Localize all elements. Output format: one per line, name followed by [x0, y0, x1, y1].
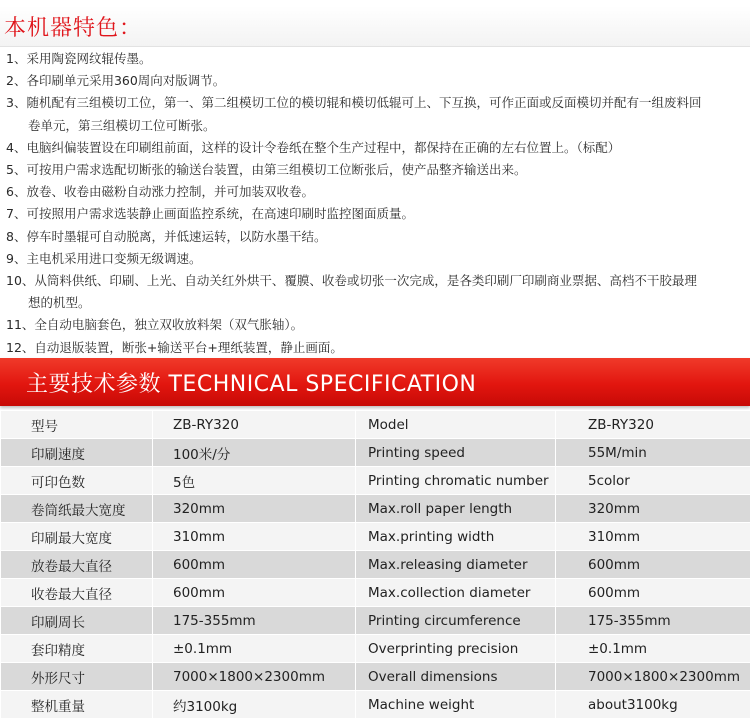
spec-table: [0, 410, 750, 719]
spec-en-label: Printing circumference: [356, 607, 556, 635]
spec-cn-value: 600mm: [153, 579, 356, 607]
spec-row: [1, 411, 750, 439]
spec-en-label: Max.collection diameter: [356, 579, 556, 607]
spec-en-value: 7000×1800×2300mm: [556, 663, 750, 691]
feature-text: 6、放卷、收卷由磁粉自动涨力控制，并可加装双收卷。: [6, 184, 314, 200]
spec-cn-label: 套印精度: [1, 635, 153, 663]
feature-item: [6, 337, 746, 359]
feature-text: 4、电脑纠偏装置设在印刷组前面，这样的设计令卷纸在整个生产过程中，都保持在正确的左右位置上。（标配）: [6, 139, 621, 155]
spec-en-label: Printing chromatic number: [356, 467, 556, 495]
spec-cn-value: 600mm: [153, 551, 356, 579]
spec-row: [1, 663, 750, 691]
spec-cn-label: 收卷最大直径: [1, 579, 153, 607]
spec-en-label: Overprinting precision: [356, 635, 556, 663]
spec-en-value: 320mm: [556, 495, 750, 523]
spec-en-value: 175-355mm: [556, 607, 750, 635]
spec-cn-value: ±0.1mm: [153, 635, 356, 663]
spec-row: [1, 551, 750, 579]
spec-title: 主要技术参数 TECHNICAL SPECIFICATION: [26, 372, 477, 397]
spec-cn-value: 175-355mm: [153, 607, 356, 635]
feature-text: 5、可按用户需求选配切断张的输送台装置，由第三组模切工位断张后，使产品整齐输送出来。: [6, 162, 527, 178]
spec-row: [1, 635, 750, 663]
spec-row: [1, 579, 750, 607]
spec-en-label: Printing speed: [356, 439, 556, 467]
feature-text: 9、主电机采用进口变频无级调速。: [6, 250, 202, 266]
feature-item: [6, 226, 746, 248]
feature-item: [6, 92, 746, 136]
features-title: 本机器特色：: [4, 16, 143, 41]
spec-en-label: Machine weight: [356, 691, 556, 719]
spec-en-label: Max.printing width: [356, 523, 556, 551]
spec-en-value: 55M/min: [556, 439, 750, 467]
spec-cn-label: 型号: [1, 411, 153, 439]
spec-en-label: Max.releasing diameter: [356, 551, 556, 579]
spec-en-value: 5color: [556, 467, 750, 495]
spec-en-value: ZB-RY320: [556, 411, 750, 439]
spec-cn-value: 100米/分: [153, 439, 356, 467]
feature-text: 1、采用陶瓷网纹辊传墨。: [6, 51, 152, 66]
feature-text: 10、从筒料供纸、印刷、上光、自动关红外烘干、覆膜、收卷或切张一次完成，是各类印刷厂印刷商业票据、高档不干胶最理: [6, 273, 697, 289]
spec-en-value: ±0.1mm: [556, 635, 750, 663]
spec-en-label: Max.roll paper length: [356, 495, 556, 523]
spec-row: [1, 439, 750, 467]
spec-cn-label: 卷筒纸最大宽度: [1, 495, 153, 523]
feature-text: 2、各印刷单元采用360周向对版调节。: [6, 73, 226, 89]
spec-banner: [0, 358, 750, 406]
features-header: [0, 6, 750, 47]
spec-en-value: about3100kg: [556, 691, 750, 719]
spec-row: [1, 607, 750, 635]
feature-text-continued: 卷单元，第三组模切工位可断张。: [28, 117, 216, 133]
feature-item: [6, 137, 746, 159]
spec-cn-value: 约3100kg: [153, 691, 356, 719]
spec-cn-value: 5色: [153, 467, 356, 495]
spec-cn-label: 外形尺寸: [1, 663, 153, 691]
feature-text: 8、停车时墨辊可自动脱离，并低速运转，以防水墨干结。: [6, 228, 327, 244]
feature-text: 12、自动退版装置，断张+输送平台+理纸装置，静止画面。: [6, 339, 343, 355]
feature-item: [6, 203, 746, 225]
spec-row: [1, 523, 750, 551]
spec-cn-label: 印刷速度: [1, 439, 153, 467]
feature-item: [6, 48, 746, 70]
feature-item: [6, 248, 746, 270]
spec-cn-label: 印刷周长: [1, 607, 153, 635]
feature-text-continued: 想的机型。: [28, 295, 91, 311]
feature-text: 7、可按照用户需求选装静止画面监控系统，在高速印刷时监控图面质量。: [6, 206, 414, 222]
feature-item: [6, 70, 746, 92]
spec-cn-value: 310mm: [153, 523, 356, 551]
feature-item: [6, 159, 746, 181]
spec-row: [1, 691, 750, 719]
feature-text: 3、随机配有三组模切工位，第一、第二组模切工位的模切辊和模切低辊可上、下互换，可作正面或反面模切并配有一组废料回: [6, 95, 702, 111]
spec-en-label: Overall dimensions: [356, 663, 556, 691]
spec-en-value: 310mm: [556, 523, 750, 551]
spec-cn-label: 放卷最大直径: [1, 551, 153, 579]
feature-item: [6, 181, 746, 203]
feature-item: [6, 270, 746, 314]
spec-row: [1, 495, 750, 523]
spec-cn-label: 印刷最大宽度: [1, 523, 153, 551]
spec-cn-label: 可印色数: [1, 467, 153, 495]
spec-cn-value: 320mm: [153, 495, 356, 523]
feature-item: [6, 314, 746, 336]
spec-en-value: 600mm: [556, 579, 750, 607]
feature-text: 11、全自动电脑套色，独立双收放料架（双气胀轴）。: [6, 317, 304, 333]
spec-en-value: 600mm: [556, 551, 750, 579]
spec-row: [1, 467, 750, 495]
spec-cn-value: 7000×1800×2300mm: [153, 663, 356, 691]
spec-en-label: Model: [356, 411, 556, 439]
spec-cn-label: 整机重量: [1, 691, 153, 719]
spec-cn-value: ZB-RY320: [153, 411, 356, 439]
features-list: [6, 48, 746, 359]
